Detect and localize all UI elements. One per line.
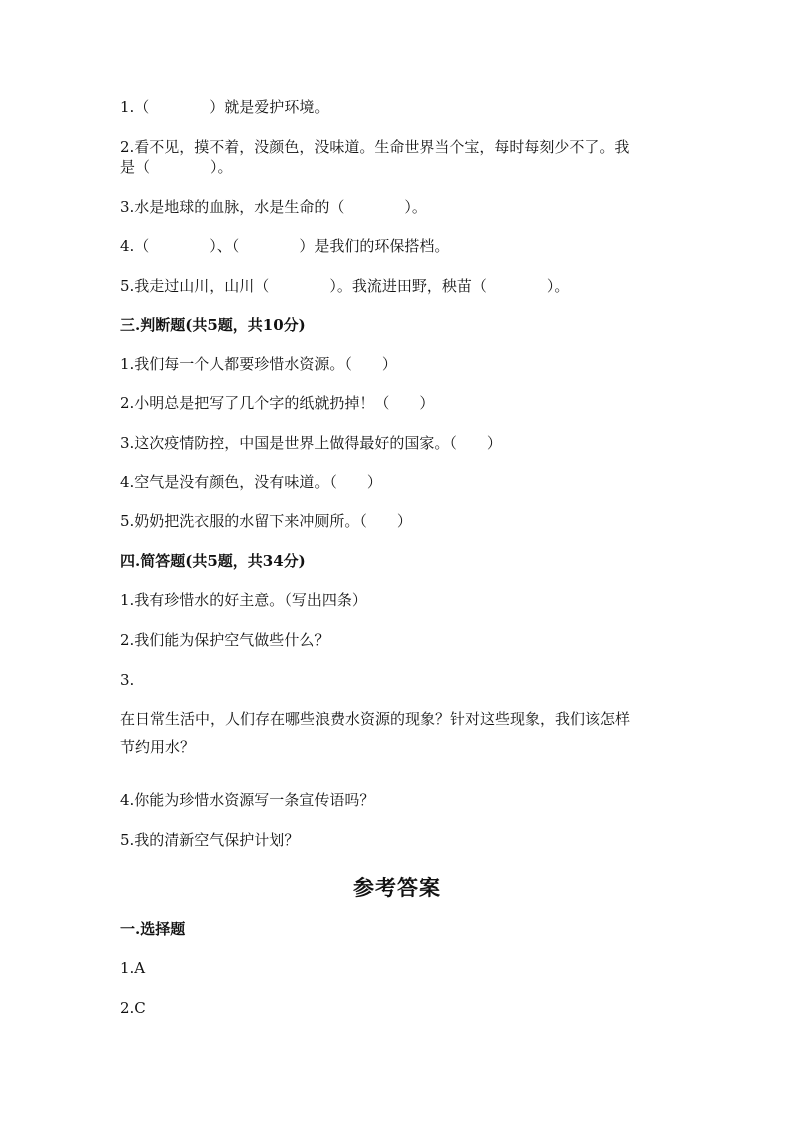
fill-question-3: 3.水是地球的血脉，水是生命的（ ）。 (120, 198, 427, 216)
answer-1: 1.A (120, 959, 146, 977)
short-question-3-number: 3. (120, 671, 135, 689)
short-section-heading: 四.简答题(共5题，共34分) (120, 552, 306, 570)
short-question-3-line-2: 节约用水？ (120, 738, 196, 756)
short-question-5: 5.我的清新空气保护计划？ (120, 831, 300, 849)
short-question-1: 1.我有珍惜水的好主意。（写出四条） (120, 591, 367, 609)
fill-question-1: 1.（ ）就是爱护环境。 (120, 98, 330, 116)
short-question-4: 4.你能为珍惜水资源写一条宣传语吗？ (120, 791, 375, 809)
judge-question-2: 2.小明总是把写了几个字的纸就扔掉！（ ） (120, 394, 435, 412)
answer-2: 2.C (120, 999, 146, 1017)
judge-question-5: 5.奶奶把洗衣服的水留下来冲厕所。（ ） (120, 512, 412, 530)
fill-question-4: 4.（ ）、（ ）是我们的环保搭档。 (120, 237, 450, 255)
judge-question-4: 4.空气是没有颜色，没有味道。（ ） (120, 473, 382, 491)
short-question-2: 2.我们能为保护空气做些什么？ (120, 631, 330, 649)
judge-section-heading: 三.判断题(共5题，共10分) (120, 316, 306, 334)
judge-question-1: 1.我们每一个人都要珍惜水资源。（ ） (120, 355, 397, 373)
fill-question-2-line-2: 是（ ）。 (120, 158, 233, 176)
judge-question-3: 3.这次疫情防控，中国是世界上做得最好的国家。（ ） (120, 434, 502, 452)
short-question-3-line-1: 在日常生活中，人们存在哪些浪费水资源的现象？针对这些现象，我们该怎样 (120, 710, 631, 728)
answers-title: 参考答案 (353, 875, 441, 900)
answers-section-heading: 一.选择题 (120, 920, 186, 938)
fill-question-2-line-1: 2.看不见，摸不着，没颜色，没味道。生命世界当个宝，每时每刻少不了。我 (120, 138, 630, 156)
fill-question-5: 5.我走过山川，山川（ ）。我流进田野，秧苗（ ）。 (120, 277, 570, 295)
